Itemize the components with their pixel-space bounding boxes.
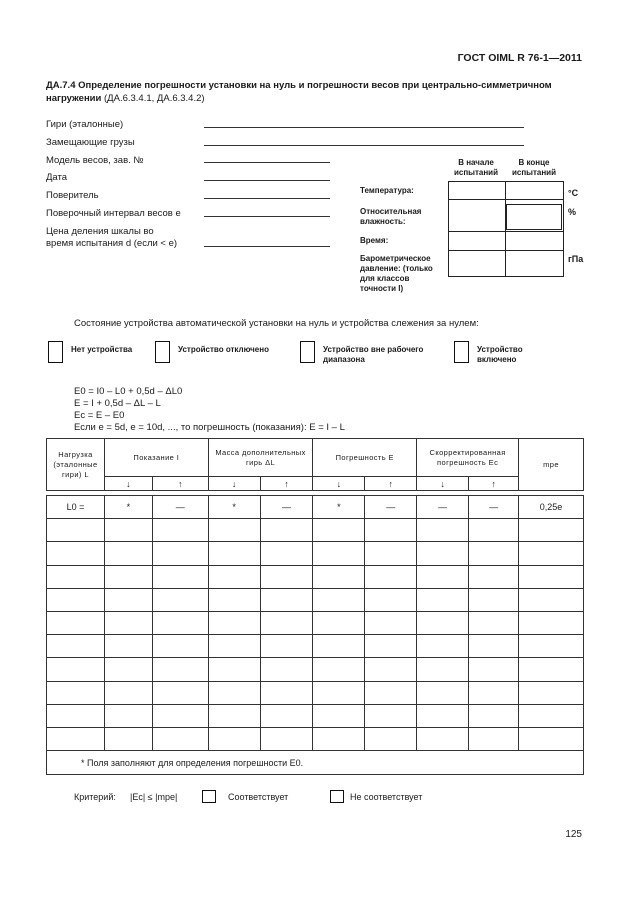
- cond-cell-humidity-end[interactable]: [506, 204, 562, 230]
- table-cell[interactable]: [104, 542, 152, 565]
- table-cell[interactable]: [313, 635, 365, 658]
- table-cell[interactable]: [208, 658, 260, 681]
- table-cell[interactable]: [417, 611, 469, 634]
- table-cell[interactable]: [519, 542, 584, 565]
- table-cell[interactable]: [208, 542, 260, 565]
- table-cell[interactable]: [417, 565, 469, 588]
- cond-col-end: В конце испытаний: [511, 158, 557, 177]
- table-cell[interactable]: [417, 704, 469, 727]
- table-cell[interactable]: [47, 519, 105, 542]
- error-table: [46, 438, 584, 775]
- table-cell[interactable]: [519, 681, 584, 704]
- table-cell[interactable]: [469, 611, 519, 634]
- table-cell[interactable]: [313, 727, 365, 750]
- table-cell[interactable]: [313, 588, 365, 611]
- table-cell[interactable]: [365, 635, 417, 658]
- header-corrected: Скорректированная погрешность Ec: [417, 439, 519, 477]
- table-cell[interactable]: [208, 611, 260, 634]
- section-title: [46, 79, 586, 105]
- criterion-pass-label: Соответствует: [228, 792, 289, 802]
- header-error: Погрешность E: [313, 439, 417, 477]
- table-row: [47, 658, 584, 681]
- table-cell[interactable]: [104, 727, 152, 750]
- cell: —: [260, 496, 313, 519]
- table-cell[interactable]: [519, 658, 584, 681]
- arrow-up-icon: ↑: [152, 477, 208, 491]
- table-cell[interactable]: [104, 681, 152, 704]
- table-cell[interactable]: [208, 727, 260, 750]
- zero-state-checkbox-enabled[interactable]: [454, 341, 469, 363]
- table-cell[interactable]: [519, 727, 584, 750]
- table-cell[interactable]: [365, 588, 417, 611]
- table-cell[interactable]: [365, 565, 417, 588]
- table-cell[interactable]: [469, 704, 519, 727]
- table-cell[interactable]: [104, 635, 152, 658]
- table-cell[interactable]: [417, 635, 469, 658]
- table-cell[interactable]: [313, 542, 365, 565]
- table-cell[interactable]: [469, 519, 519, 542]
- table-cell[interactable]: [47, 542, 105, 565]
- table-cell[interactable]: [519, 635, 584, 658]
- table-cell[interactable]: [519, 611, 584, 634]
- field-label-date: Дата: [46, 172, 68, 183]
- table-cell[interactable]: [365, 542, 417, 565]
- table-row: [47, 704, 584, 727]
- table-row: [47, 635, 584, 658]
- cond-grid-rule: [448, 231, 564, 232]
- field-label-scale-1: Цена деления шкалы во: [46, 226, 154, 237]
- table-cell[interactable]: [152, 588, 208, 611]
- formula-zero-error: E0 = I0 – L0 + 0,5d – ΔL0: [74, 386, 183, 397]
- table-row: [47, 681, 584, 704]
- criterion-expression: |Ec| ≤ |mpe|: [130, 792, 178, 802]
- table-cell[interactable]: [469, 727, 519, 750]
- cond-grid-rule: [448, 199, 564, 200]
- table-cell[interactable]: [47, 658, 105, 681]
- table-cell[interactable]: [47, 565, 105, 588]
- table-cell[interactable]: [365, 519, 417, 542]
- zero-state-label-none: Нет устройства: [71, 345, 133, 354]
- field-label-weights: Гири (эталонные): [46, 119, 124, 130]
- table-cell[interactable]: [152, 727, 208, 750]
- table-cell[interactable]: [417, 681, 469, 704]
- table-cell[interactable]: [313, 565, 365, 588]
- table-cell[interactable]: [152, 658, 208, 681]
- field-label-scale-2: время испытания d (если < e): [46, 238, 178, 249]
- table-cell[interactable]: [104, 519, 152, 542]
- formula-corrected: Ec = E – E0: [74, 410, 125, 421]
- cond-label-pressure: Барометрическое давление: (только для классов точности I): [360, 254, 433, 293]
- field-line-model[interactable]: [204, 162, 330, 163]
- zero-state-label-outside: Устройство вне рабочего диапазона: [323, 345, 424, 364]
- table-cell[interactable]: [469, 658, 519, 681]
- table-cell[interactable]: [365, 681, 417, 704]
- table-cell[interactable]: [152, 565, 208, 588]
- table-cell[interactable]: [260, 588, 313, 611]
- criterion-pass-checkbox[interactable]: [202, 790, 216, 803]
- table-cell[interactable]: [260, 635, 313, 658]
- table-cell[interactable]: [313, 681, 365, 704]
- field-line-substitute[interactable]: [204, 145, 524, 146]
- section-title-ref: (ДА.6.3.4.1, ДА.6.3.4.2): [101, 93, 205, 104]
- table-cell[interactable]: [519, 565, 584, 588]
- field-line-interval[interactable]: [204, 216, 330, 217]
- field-line-scale[interactable]: [204, 246, 330, 247]
- cell-mpe-zero: 0,25e: [519, 496, 584, 519]
- cell: —: [152, 496, 208, 519]
- arrow-down-icon: ↓: [208, 477, 260, 491]
- table-cell[interactable]: [313, 658, 365, 681]
- table-cell[interactable]: [519, 704, 584, 727]
- table-cell[interactable]: [260, 658, 313, 681]
- table-cell[interactable]: [152, 635, 208, 658]
- cond-unit-humidity: %: [568, 207, 577, 217]
- cond-unit-pressure: гПа: [568, 254, 584, 264]
- cell: —: [417, 496, 469, 519]
- table-row: [47, 727, 584, 750]
- table-cell[interactable]: [469, 542, 519, 565]
- table-cell[interactable]: [104, 611, 152, 634]
- header-load: Нагрузка (эталонные гири) L: [47, 439, 105, 491]
- table-row-zero: [47, 496, 584, 519]
- table-cell[interactable]: [47, 681, 105, 704]
- table-cell[interactable]: [47, 588, 105, 611]
- table-cell[interactable]: [152, 681, 208, 704]
- table-cell[interactable]: [47, 704, 105, 727]
- cond-grid-rule: [448, 250, 564, 251]
- table-row: [47, 588, 584, 611]
- page-number: 125: [565, 829, 582, 840]
- section-title-bold: ДА.7.4 Определение погрешности установки на нуль и погрешности весов при центрально-симметричном нагружении: [46, 80, 552, 104]
- arrow-up-icon: ↑: [260, 477, 313, 491]
- cond-unit-temperature: °C: [568, 188, 579, 198]
- criterion-label: Критерий:: [74, 792, 116, 802]
- table-cell[interactable]: [152, 542, 208, 565]
- header-mass: Масса дополнительных гирь ΔL: [208, 439, 313, 477]
- table-cell[interactable]: [260, 519, 313, 542]
- table-cell[interactable]: [47, 727, 105, 750]
- table-cell[interactable]: [104, 704, 152, 727]
- zero-state-checkbox-outside[interactable]: [300, 341, 315, 363]
- table-cell[interactable]: [104, 588, 152, 611]
- cond-label-temperature: Температура:: [360, 186, 414, 195]
- zero-state-label-disabled: Устройство отключено: [178, 345, 269, 354]
- table-cell[interactable]: [313, 611, 365, 634]
- table-cell[interactable]: [519, 588, 584, 611]
- cell: —: [365, 496, 417, 519]
- zero-state-title: Состояние устройства автоматической установки на нуль и устройства слежения за нулем:: [74, 318, 479, 329]
- table-cell[interactable]: [208, 565, 260, 588]
- table-cell[interactable]: [260, 727, 313, 750]
- table-cell[interactable]: [260, 542, 313, 565]
- table-cell[interactable]: [417, 519, 469, 542]
- arrow-down-icon: ↓: [313, 477, 365, 491]
- arrow-down-icon: ↓: [104, 477, 152, 491]
- formula-error: E = I + 0,5d – ΔL – L: [74, 398, 161, 409]
- table-cell[interactable]: [260, 611, 313, 634]
- cond-label-humidity: Относительная влажность:: [360, 207, 422, 226]
- table-row: [47, 519, 584, 542]
- table-cell[interactable]: [469, 588, 519, 611]
- field-label-model: Модель весов, зав. №: [46, 155, 144, 166]
- table-row: [47, 611, 584, 634]
- table-cell[interactable]: [47, 611, 105, 634]
- table-cell[interactable]: [469, 681, 519, 704]
- table-cell[interactable]: [208, 635, 260, 658]
- table-cell[interactable]: [417, 588, 469, 611]
- table-cell[interactable]: [104, 658, 152, 681]
- formula-note: Если e = 5d, e = 10d, ..., то погрешность (показания): E = I – L: [74, 422, 345, 433]
- table-cell[interactable]: [417, 542, 469, 565]
- document-header: ГОСТ OIML R 76-1—2011: [457, 52, 582, 64]
- zero-state-checkbox-none[interactable]: [48, 341, 63, 363]
- field-line-verifier[interactable]: [204, 198, 330, 199]
- cell-load-zero: L0 =: [47, 496, 105, 519]
- criterion-fail-label: Не соответствует: [350, 792, 423, 802]
- table-cell[interactable]: [260, 565, 313, 588]
- table-cell[interactable]: [104, 565, 152, 588]
- table-cell[interactable]: [365, 658, 417, 681]
- table-cell[interactable]: [365, 727, 417, 750]
- table-cell[interactable]: [519, 519, 584, 542]
- cell: *: [208, 496, 260, 519]
- zero-state-label-enabled: Устройство включено: [477, 345, 523, 364]
- field-label-substitute: Замещающие грузы: [46, 137, 135, 148]
- table-footnote: * Поля заполняют для определения погрешности E0.: [47, 751, 584, 775]
- table-cell[interactable]: [47, 635, 105, 658]
- table-row: [47, 542, 584, 565]
- field-label-verifier: Поверитель: [46, 190, 99, 201]
- zero-state-checkbox-disabled[interactable]: [155, 341, 170, 363]
- table-cell[interactable]: [469, 635, 519, 658]
- field-label-interval: Поверочный интервал весов е: [46, 208, 181, 219]
- criterion-fail-checkbox[interactable]: [330, 790, 344, 803]
- table-cell[interactable]: [260, 704, 313, 727]
- table-cell[interactable]: [208, 704, 260, 727]
- table-cell[interactable]: [208, 519, 260, 542]
- table-cell[interactable]: [152, 611, 208, 634]
- table-cell[interactable]: [260, 681, 313, 704]
- arrow-down-icon: ↓: [417, 477, 469, 491]
- table-cell[interactable]: [152, 704, 208, 727]
- cond-col-start: В начале испытаний: [453, 158, 499, 177]
- table-row: [47, 565, 584, 588]
- cell: *: [104, 496, 152, 519]
- table-cell[interactable]: [208, 588, 260, 611]
- header-indication: Показание I: [104, 439, 208, 477]
- table-cell[interactable]: [417, 727, 469, 750]
- cell: *: [313, 496, 365, 519]
- arrow-up-icon: ↑: [365, 477, 417, 491]
- table-cell[interactable]: [417, 658, 469, 681]
- table-cell[interactable]: [152, 519, 208, 542]
- table-cell[interactable]: [208, 681, 260, 704]
- cond-label-time: Время:: [360, 236, 389, 245]
- arrow-up-icon: ↑: [469, 477, 519, 491]
- cell: —: [469, 496, 519, 519]
- table-cell[interactable]: [365, 704, 417, 727]
- table-cell[interactable]: [365, 611, 417, 634]
- table-cell[interactable]: [469, 565, 519, 588]
- table-cell[interactable]: [313, 704, 365, 727]
- header-mpe: mpe: [519, 439, 584, 491]
- field-line-date[interactable]: [204, 180, 330, 181]
- field-line-weights[interactable]: [204, 127, 524, 128]
- table-cell[interactable]: [313, 519, 365, 542]
